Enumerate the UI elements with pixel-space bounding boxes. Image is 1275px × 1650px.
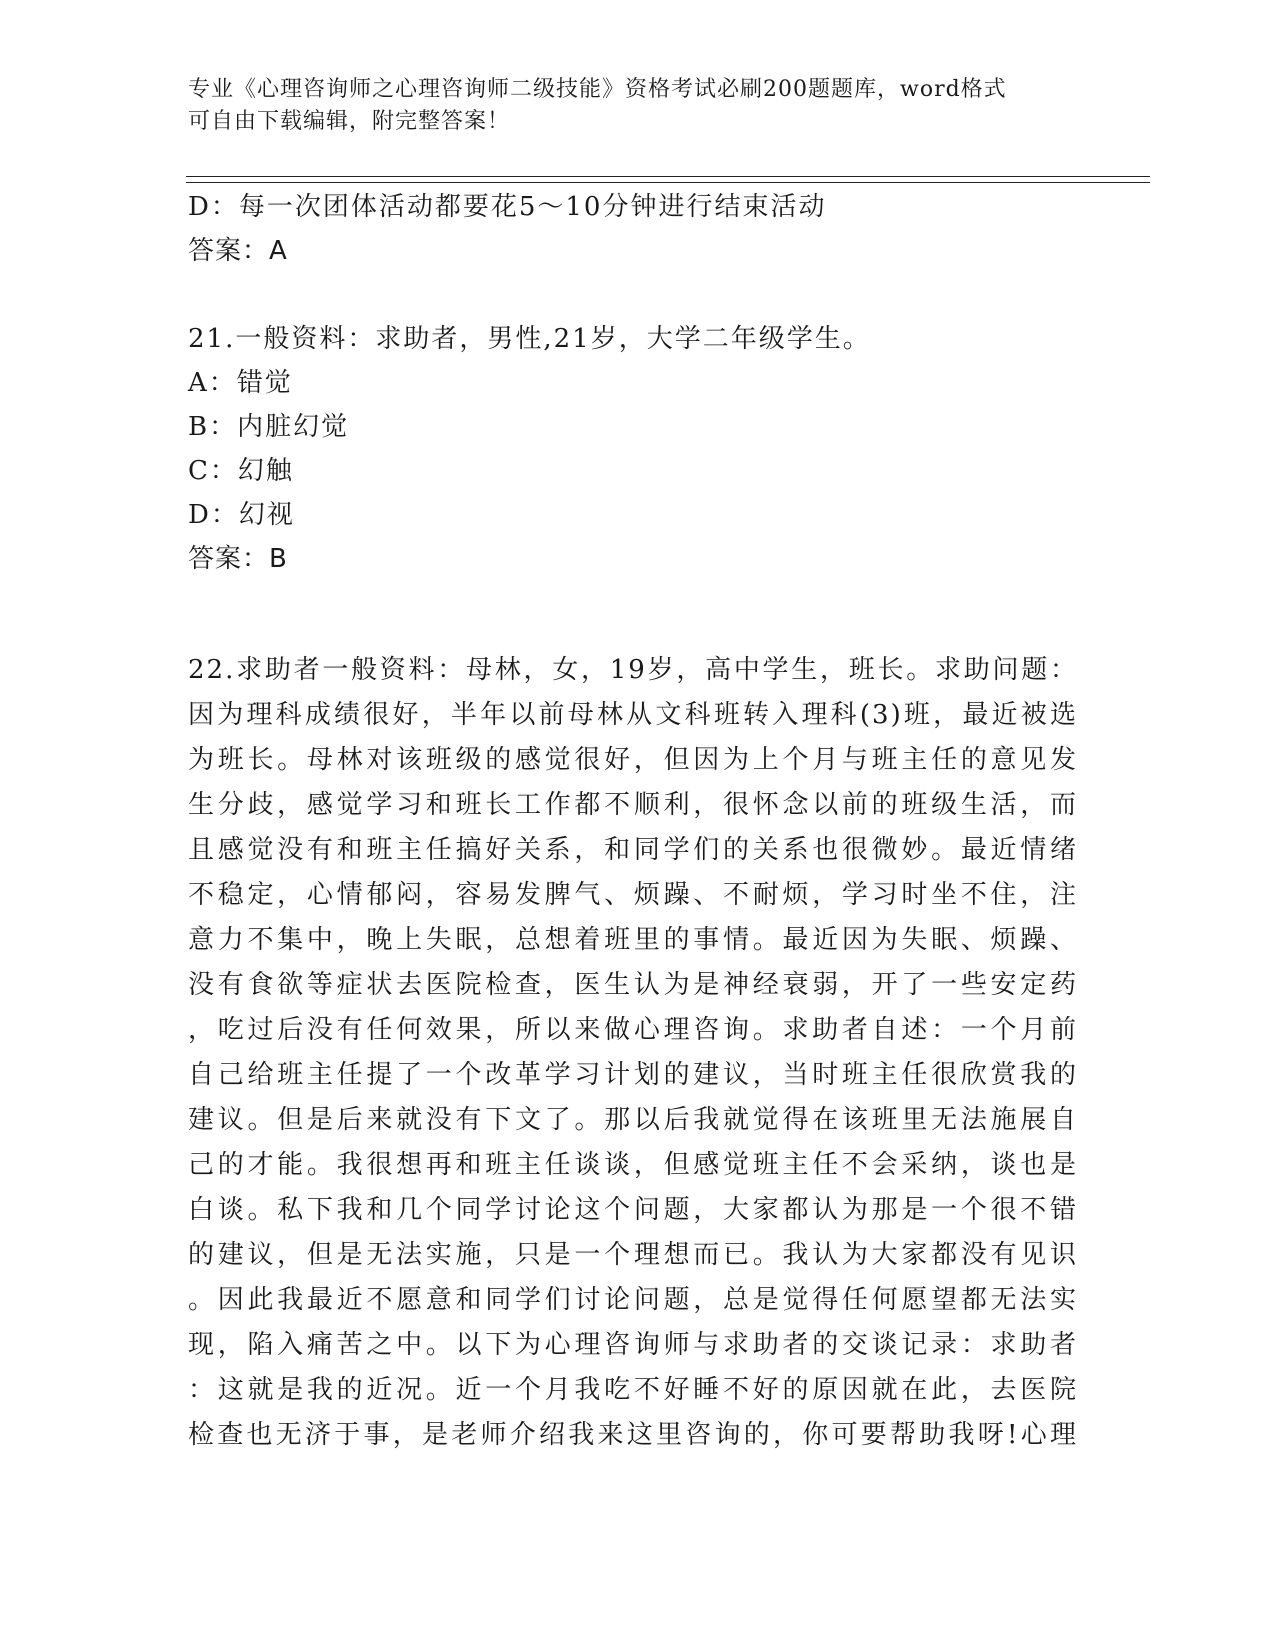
q22-line: 因为理科成绩很好，半年以前母林从文科班转入理科(3)班，最近被选: [188, 700, 1078, 730]
q20-answer: 答案：A: [188, 236, 288, 266]
q21-option-a: A：错觉: [188, 368, 293, 398]
q22-line: 且感觉没有和班主任搞好关系，和同学们的关系也很微妙。最近情绪: [188, 835, 1078, 865]
q22-line: 的建议，但是无法实施，只是一个理想而已。我认为大家都没有见识: [188, 1240, 1078, 1270]
q22-line: 白谈。私下我和几个同学讨论这个问题，大家都认为那是一个很不错: [188, 1195, 1078, 1225]
q20-option-d: D：每一次团体活动都要花5～10分钟进行结束活动: [188, 192, 827, 222]
header-line-2: 可自由下载编辑，附完整答案！: [188, 109, 511, 134]
header-rule-bottom: [186, 182, 1150, 183]
q22-line: 己的才能。我很想再和班主任谈谈，但感觉班主任不会采纳，谈也是: [188, 1150, 1078, 1180]
q22-line: 不稳定，心情郁闷，容易发脾气、烦躁、不耐烦，学习时坐不住，注: [188, 880, 1078, 910]
q22-line: 自己给班主任提了一个改革学习计划的建议，当时班主任很欣赏我的: [188, 1060, 1078, 1090]
q22-line: 生分歧，感觉学习和班长工作都不顺利，很怀念以前的班级生活，而: [188, 790, 1078, 820]
q22-line: 现，陷入痛苦之中。以下为心理咨询师与求助者的交谈记录：求助者: [188, 1330, 1078, 1360]
q21-answer: 答案：B: [188, 544, 288, 574]
q22-line: 检查也无济于事，是老师介绍我来这里咨询的，你可要帮助我呀!心理: [188, 1420, 1078, 1450]
page-header: [188, 74, 1068, 138]
q21-option-c: C：幻触: [188, 456, 294, 486]
q22-line: 没有食欲等症状去医院检查，医生认为是神经衰弱，开了一些安定药: [188, 970, 1078, 1000]
q22-line: 意力不集中，晚上失眠，总想着班里的事情。最近因为失眠、烦躁、: [188, 925, 1078, 955]
q21-option-d: D：幻视: [188, 500, 295, 530]
q21-stem: 21.一般资料：求助者，男性,21岁，大学二年级学生。: [188, 324, 871, 354]
q22-line: ：这就是我的近况。近一个月我吃不好睡不好的原因就在此，去医院: [188, 1375, 1078, 1405]
header-line-1: 专业《心理咨询师之心理咨询师二级技能》资格考试必刷200题题库，word格式: [188, 77, 1007, 102]
q22-line: 22.求助者一般资料：母林，女，19岁，高中学生，班长。求助问题：: [188, 655, 1078, 685]
q22-line: 。因此我最近不愿意和同学们讨论问题，总是觉得任何愿望都无法实: [188, 1285, 1078, 1315]
q22-paragraph: [188, 648, 1078, 1458]
q22-line: 为班长。母林对该班级的感觉很好，但因为上个月与班主任的意见发: [188, 745, 1078, 775]
header-rule-top: [186, 176, 1150, 177]
q21-option-b: B：内脏幻觉: [188, 412, 350, 442]
q22-line: ，吃过后没有任何效果，所以来做心理咨询。求助者自述：一个月前: [188, 1015, 1078, 1045]
q22-line: 建议。但是后来就没有下文了。那以后我就觉得在该班里无法施展自: [188, 1105, 1078, 1135]
